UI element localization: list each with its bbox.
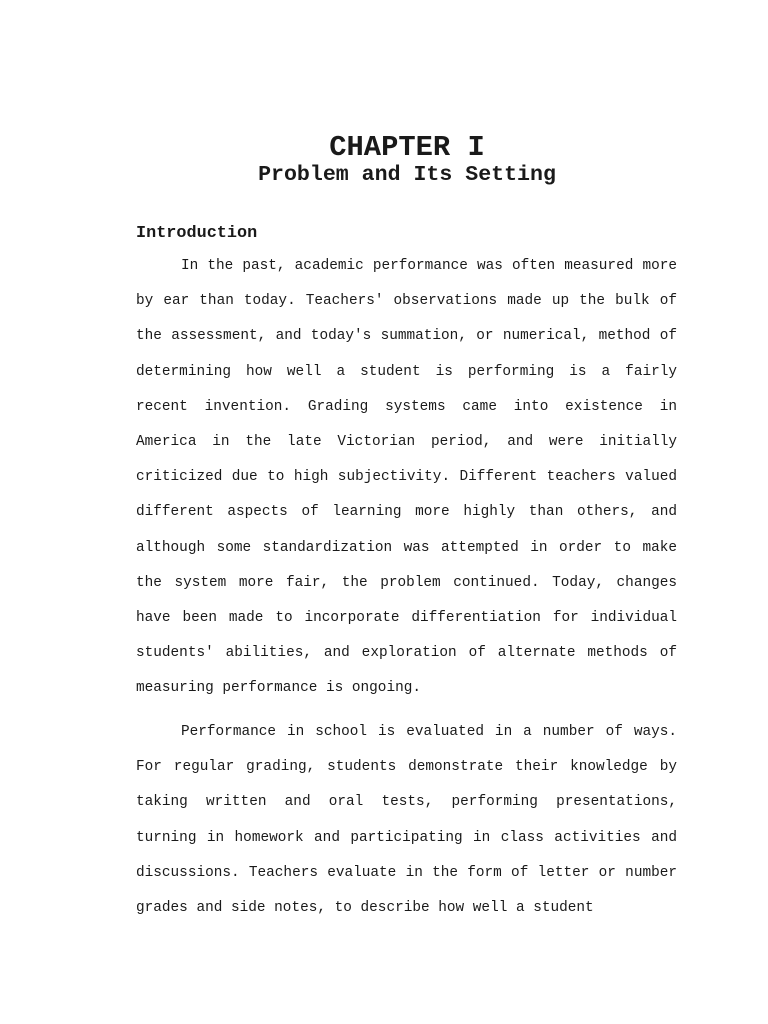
- chapter-title: Problem and Its Setting: [258, 163, 556, 187]
- chapter-label: CHAPTER I: [329, 131, 485, 164]
- paragraph: In the past, academic performance was often measured more by ear than today. Teachers' observations made up the bulk of the assessment, and today's summation, or numerical, method of determining how well a student is performing is a fairly recent invention. Grading systems came into existence in America in the late Victorian period, and were initially criticized due to high subjectivity. Different teachers valued different aspects of learning more highly than others, and although some standardization was attempted in order to make the system more fair, the problem continued. Today, changes have been made to incorporate differentiation for individual students' abilities, and exploration of alternate methods of measuring performance is ongoing.: [136, 258, 677, 697]
- section-heading-introduction: Introduction: [136, 224, 258, 243]
- paragraph: Performance in school is evaluated in a number of ways. For regular grading, students demonstrate their knowledge by taking written and oral tests, performing presentations, turning in homework and participating in class activities and discussions. Teachers evaluate in the form of letter or number grades and side notes, to describe how well a student: [136, 724, 677, 917]
